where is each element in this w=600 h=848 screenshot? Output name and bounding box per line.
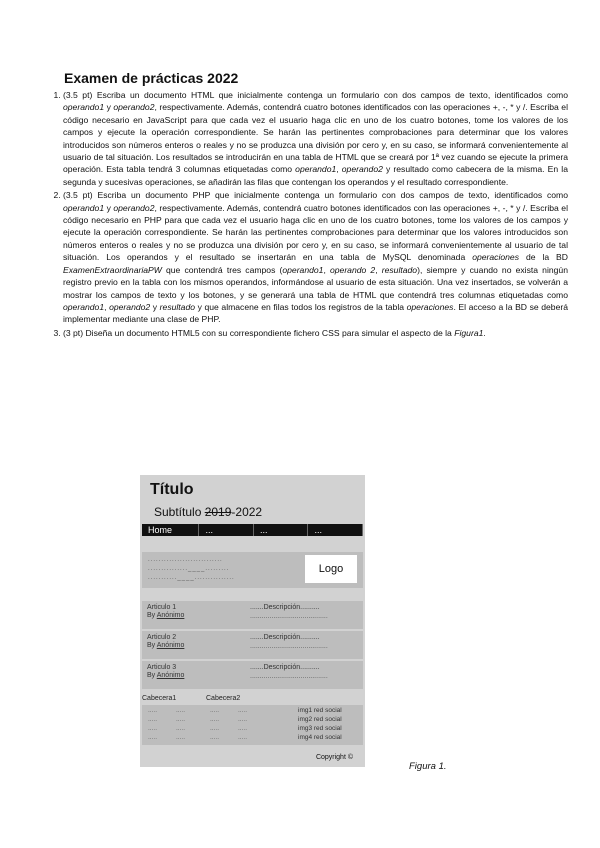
figure-nav-home: Home	[142, 524, 199, 536]
hero-dots: ............................	[148, 557, 223, 563]
figure-nav-bar	[142, 524, 363, 536]
figure-header-1: Cabecera1	[142, 695, 177, 702]
figure-caption: Figura 1.	[409, 761, 447, 772]
questions-list	[48, 89, 568, 339]
figure-logo: Logo	[305, 555, 357, 583]
article-dots: ........................................	[250, 673, 328, 680]
figure-title: Título	[150, 481, 194, 498]
document-page	[48, 70, 568, 340]
article-title: Articulo 1	[147, 604, 177, 611]
exam-title: Examen de prácticas 2022	[64, 70, 239, 86]
hero-dots: ...............____.........	[148, 566, 230, 572]
hero-dots: ...........____...............	[148, 575, 235, 581]
figure-article	[142, 661, 363, 689]
article-author: By Anónimo	[147, 612, 185, 619]
article-title: Articulo 3	[147, 664, 177, 671]
question-2: 2. (3.5 pt) Escriba un documento PHP que inicialmente contenga un formulario con dos campos de texto, identificados como operando1 y operando2, respectivamente. Además, contendrá cuatro botones identificados con las operaciones +, -, * y /. Escriba el código necesario en PHP para que cada vez el usuario haga clic en uno de los cuatro botones, tome los valores de los campos y ejecute la operación correspondiente. Se harán las pertinentes comprobaciones para determinar que los valores introducidos son números enteros o reales y no se produzca una división por cero y, en su caso, se informará convenientemente al usuario de tal situación. Los operandos y el resultado se insertarán en una tabla de MySQL denominada operaciones de la BD ExamenExtraordinariaPW que contendrá tres campos (operando1, operando 2, resultado), siempre y cuando no exista ningún registro previo en la tabla con los mismos operandos, informándose al usuario de esta situación. Una vez insertados, se volverán a mostrar los campos de texto y los botones, y se generará una tabla de HTML que contendrá tres columnas etiquetadas como operando1, operando2 y resultado y que almacene en filas todos los registros de la tabla operaciones. El acceso a la BD se deberá implementar mediante una clase de PHP.	[63, 189, 568, 325]
figure-copyright: Copyright ©	[315, 754, 353, 761]
figure-hero	[142, 552, 363, 588]
article-author: By Anónimo	[147, 672, 185, 679]
article-dots: ........................................	[250, 643, 328, 650]
figure-1-mockup	[140, 475, 365, 767]
article-description: .......Descripción..........	[250, 604, 320, 611]
table-row: ..... ..... ..... ..... img3 red social	[148, 725, 342, 732]
article-author: By Anónimo	[147, 642, 185, 649]
article-description: .......Descripción..........	[250, 664, 320, 671]
figure-nav-item: ...	[254, 524, 309, 536]
table-row: ..... ..... ..... ..... img4 red social	[148, 734, 342, 741]
article-description: .......Descripción..........	[250, 634, 320, 641]
article-dots: ........................................	[250, 613, 328, 620]
figure-nav-item: ...	[199, 524, 254, 536]
question-1: 1. (3.5 pt) Escriba un documento HTML que inicialmente contenga un formulario con dos campos de texto, identificados como operando1 y operando2, respectivamente. Además, contendrá cuatro botones identificados con las operaciones +, -, * y /. Escriba el código necesario en JavaScript para que cada vez el usuario haga clic en uno de los cuatro botones, tome los valores de los campos y ejecute la operación correspondiente. Se harán las pertinentes comprobaciones para determinar que los valores introducidos son números enteros o reales y no se produzca una división por cero y, en su caso, se informará convenientemente al usuario de tal situación. Los resultados se introducirán en una tabla de HTML que se creará por 1ª vez cuando se ejecute la primera operación. Esta tabla tendrá 3 columnas etiquetadas como operando1, operando2 y resultado como cabecera de la misma. En la segunda y sucesivas operaciones, se añadirán las filas que contengan los operandos y el resultado correspondiente.	[63, 89, 568, 188]
figure-article	[142, 601, 363, 629]
table-row: ..... ..... ..... ..... img2 red social	[148, 716, 342, 723]
article-title: Articulo 2	[147, 634, 177, 641]
figure-header-2: Cabecera2	[206, 695, 241, 702]
table-row: ..... ..... ..... ..... img1 red social	[148, 707, 342, 714]
question-3: 3. (3 pt) Diseña un documento HTML5 con su correspondiente fichero CSS para simular el aspecto de la Figura1.	[63, 327, 568, 339]
figure-nav-item: ...	[308, 524, 363, 536]
figure-subtitle: Subtítulo 2019-2022	[154, 505, 263, 519]
figure-article	[142, 631, 363, 659]
figure-table	[142, 705, 363, 745]
